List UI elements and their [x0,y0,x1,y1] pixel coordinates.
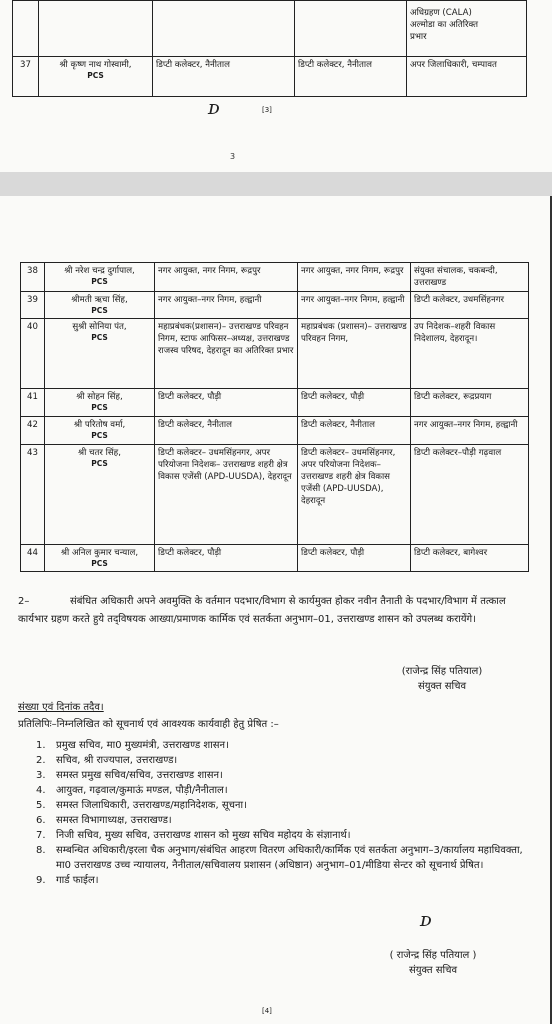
previous-page-table [12,0,527,97]
officer-name: श्री सोहन सिंह, PCS [45,389,155,417]
list-item: 7. निजी सचिव, मुख्य सचिव, उत्तराखण्ड शासन को मुख्य सचिव महोदय के संज्ञानार्थ। [36,830,351,841]
serial-number: 41 [21,389,45,417]
list-item: 8. सम्बन्धित अधिकारी/इरला चैक अनुभाग/संबंधित आहरण वितरण अधिकारी/कार्मिक एवं सतर्कता अनुभाग–3/कार्यालय महाधिवक्ता, मा0 उत्तराखण्ड उच्च न्यायालय, नैनीताल/सचिवालय प्रशासन (अधिष्ठान) अनुभाग–01/मीडिया सेन्टर को सूचनार्थ प्रेषित। [36,845,523,871]
new-posting: डिप्टी कलेक्टर–पौड़ी गढ़वाल [411,445,529,545]
relieved-post: नगर आयुक्त, नगर निगम, रूद्रपुर [298,263,411,292]
table-row [21,263,529,292]
table-row [21,292,529,319]
current-post: डिप्टी कलेक्टर, नैनीताल [155,417,298,445]
current-post: नगर आयुक्त, नगर निगम, रूद्रपुर [155,263,298,292]
page-number: 3 [230,152,236,161]
number-date-line: संख्या एवं दिनांक तदैव। [18,702,104,713]
officer-name: श्री चतर सिंह, PCS [45,445,155,545]
list-item: 1. प्रमुख सचिव, मा0 मुख्यमंत्री, उत्तराखण्ड शासन। [36,740,229,751]
officer-name: श्री नरेश चन्द्र दुर्गापाल, PCS [45,263,155,292]
list-item: 5. समस्त जिलाधिकारी, उत्तराखण्ड/महानिदेशक, सूचना। [36,800,247,811]
current-post: डिप्टी कलेक्टर, पौड़ी [155,389,298,417]
list-item: 9. गार्ड फाईल। [36,875,99,886]
page-marker: [3] [262,106,272,114]
officer-name: सुश्री सोनिया पंत, PCS [45,319,155,389]
list-item: 6. समस्त विभागाध्यक्ष, उत्तराखण्ड। [36,815,172,826]
paragraph-2: 2– संबंधित अधिकारी अपने अवमुक्ति के वर्तमान पदभार/विभाग से कार्यमुक्त होकर नवीन तैनाती के पदभार/विभाग में तत्काल कार्यभार ग्रहण करते हुये तद्‌विषयक आख्या/प्रमाणक कार्मिक एवं सतर्कता अनुभाग–01, उत्तराखण्ड शासन को उपलब्ध करायेंगे। [18,596,506,625]
page-marker: [4] [262,1007,272,1015]
signature-scrawl-icon: ᴅ [420,907,432,931]
table-row [21,389,529,417]
relieved-post: डिप्टी कलेक्टर– उधमसिंहनगर, अपर परियोजना निदेशक– उत्तराखण्ड शहरी क्षेत्र विकास एजेंसी (APD-UUSDA), देहरादून [298,445,411,545]
serial-number: 42 [21,417,45,445]
serial-number: 43 [21,445,45,545]
relieved-post: नगर आयुक्त–नगर निगम, हल्द्वानी [298,292,411,319]
signature-block-2: ( राजेन्द्र सिंह पतियाल ) संयुक्त सचिव [389,950,477,976]
current-post: डिप्टी कलेक्टर, पौड़ी [155,545,298,572]
table-row [21,319,529,389]
serial-number: 40 [21,319,45,389]
relieved-post: डिप्टी कलेक्टर, पौड़ी [298,545,411,572]
current-post: डिप्टी कलेक्टर– उधमसिंहनगर, अपर परियोजना निदेशक– उत्तराखण्ड शहरी क्षेत्र विकास एजेंसी (APD-UUSDA), देहरादून [155,445,298,545]
copy-intro: प्रतिलिपिः–निम्नलिखित को सूचनार्थ एवं आवश्यक कार्यवाही हेतु प्रेषित :– [18,719,279,730]
previous-page [0,0,552,172]
relieved-post: डिप्टी कलेक्टर, पौड़ी [298,389,411,417]
signature-block-1: (राजेन्द्र सिंह पतियाल) संयुक्त सचिव [401,666,483,692]
officer-name: श्री अनिल कुमार चन्याल, PCS [45,545,155,572]
relieved-post: महाप्रबंधक (प्रशासन)– उत्तराखण्ड परिवहन निगम, [298,319,411,389]
new-posting: संयुक्त संचालक, चकबन्दी, उत्तराखण्ड [411,263,529,292]
serial-number: 44 [21,545,45,572]
serial-number: 38 [21,263,45,292]
current-post: नगर आयुक्त–नगर निगम, हल्द्वानी [155,292,298,319]
new-posting: डिप्टी कलेक्टर, रूद्रप्रयाग [411,389,529,417]
new-posting: उप निदेशक–शहरी विकास निदेशालय, देहरादून। [411,319,529,389]
transfer-table [20,262,529,572]
table-row [21,445,529,545]
current-post: महाप्रबंधक(प्रशासन)– उत्तराखण्ड परिवहन निगम, स्टाफ आफिसर–अध्यक्ष, उत्तराखण्ड राजस्व परिषद, देहरादून का अतिरिक्त प्रभार [155,319,298,389]
table-row [13,1,527,57]
list-item: 2. सचिव, श्री राज्यपाल, उत्तराखण्ड। [36,755,178,766]
list-item: 3. समस्त प्रमुख सचिव/सचिव, उत्तराखण्ड शासन। [36,770,223,781]
officer-name: श्रीमती ऋचा सिंह, PCS [45,292,155,319]
officer-name: श्री कृष्ण नाथ गोस्वामी, PCS [39,57,153,97]
copy-recipient-list [36,738,526,888]
initials-signature-icon: ᴅ [208,95,220,119]
serial-number: 39 [21,292,45,319]
posting-cell: अधिग्रहण (CALA) अल्मोडा का अतिरिक्त प्रभार [407,1,527,57]
table-row: 37 श्री कृष्ण नाथ गोस्वामी, PCS डिप्टी कलेक्टर, नैनीताल डिप्टी कलेक्टर, नैनीताल अपर जिलाधिकारी, चम्पावत [13,57,527,97]
new-posting: नगर आयुक्त–नगर निगम, हल्द्वानी [411,417,529,445]
table-row [21,545,529,572]
new-posting: डिप्टी कलेक्टर, बागेश्वर [411,545,529,572]
list-item: 4. आयुक्त, गढ़वाल/कुमाऊं मण्डल, पौड़ी/नैनीताल। [36,785,228,796]
current-page [0,196,552,1024]
new-posting: डिप्टी कलेक्टर, उधमसिंहनगर [411,292,529,319]
table-row [21,417,529,445]
relieved-post: डिप्टी कलेक्टर, नैनीताल [298,417,411,445]
officer-name: श्री परितोष वर्मा, PCS [45,417,155,445]
